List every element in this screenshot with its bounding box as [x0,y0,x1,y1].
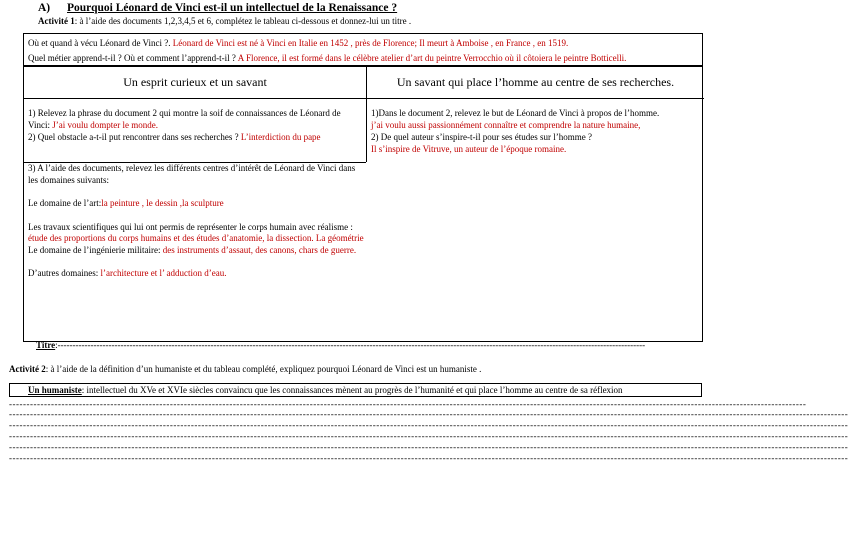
title-dots: :---------------------------------------------------------------------------------------------------------------------------------------------------------------------------------------------------- [55,340,646,350]
science-answer: étude des proportions du corps humains et des études d’anatomie, la dissection. La géométrie [28,233,364,243]
answer-line: ------------------------------------------------------------------------------------------------------------------------------------------------------------------------------------------------------------------------------------------------ [9,420,848,430]
table-header-divider [24,98,704,99]
column-title-left: Un esprit curieux et un savant [123,75,267,89]
other-answer: l’architecture et l’ adduction d’eau. [100,268,227,278]
activity-2-label: Activité 2 [9,364,46,374]
engineering-answer: des instruments d’assaut, des canons, chars de guerre. [162,244,357,255]
interests-question: 3) A l’aide des documents, relevez les différents centres d’intérêt de Léonard de Vinci dans les domaines suivants: [28,163,356,185]
definition-text: : intellectuel du XVe et XVIe siècles convaincu que les connaissances mènent au progrès de l’humanité et qui place l’homme au centre de sa réflexion [81,385,623,395]
activity-1-label: Activité 1 [38,16,75,26]
left-answer-1: J’ai voulu dompter le monde. [52,120,158,130]
right-question-1: 1)Dans le document 2, relevez le but de Léonard de Vinci à propos de l’homme. [371,108,660,118]
right-answer-1: j’ai voulu aussi passionnément connaître et comprendre la nature humaine, [371,120,641,130]
intro-answer-1: Léonard de Vinci est né à Vinci en Italie en 1452 , près de Florence; Il meurt à Amboise , en France , en 1519. [172,38,569,48]
intro-box [23,33,703,66]
interests-section [28,163,364,280]
title-line [36,340,706,350]
activity-1-text: : à l’aide des documents 1,2,3,4,5 et 6, complétez le tableau ci-dessous et donnez-lui un titre . [74,16,412,26]
intro-question-1: Où et quand à vécu Léonard de Vinci ?. [28,38,171,48]
right-question-2: 2) De quel auteur s’inspire-t-il pour ses études sur l’homme ? [371,132,592,142]
title-label: Titre [36,340,56,350]
other-label: D’autres domaines: [28,268,99,278]
science-line [28,222,364,245]
art-answer: la peinture , le dessin ,la sculpture [101,198,224,208]
right-cell [371,107,701,155]
engineering-line [28,245,364,257]
answer-line: ------------------------------------------------------------------------------------------------------------------------------------------------------------------------------------------------------------------------------------ [9,399,807,409]
left-cell-q2 [28,131,362,143]
intro-question-2: Quel métier apprend-t-il ? Où et comment l’apprend-t-il ? [28,53,236,63]
activity-1-instructions [38,16,411,26]
engineering-label: Le domaine de l’ingénierie militaire: [28,244,161,255]
section-heading [38,2,397,14]
section-title: Pourquoi Léonard de Vinci est-il un intellectuel de la Renaissance ? [67,2,398,14]
science-label: Les travaux scientifiques qui lui ont permis de représenter le corps humain avec réalisme : [28,221,353,232]
left-cell [28,107,362,143]
answer-line: ------------------------------------------------------------------------------------------------------------------------------------------------------------------------------------------------------------------------------------------------ [9,453,848,463]
left-question-1: 1) Relevez la phrase du document 2 qui montre la soif de connaissances de Léonard de Vinci: [28,108,341,130]
intro-line-1 [28,36,698,51]
intro-line-2 [28,51,698,66]
activity-2-instructions [9,364,481,374]
answer-line: ------------------------------------------------------------------------------------------------------------------------------------------------------------------------------------------------------------------------------------------------ [9,431,848,441]
intro-answer-2: A Florence, il est formé dans le célèbre atelier d’art du peintre Verrocchio où il côtoiera le peintre Botticelli. [237,53,627,63]
section-letter: A) [38,2,51,14]
answer-line: ------------------------------------------------------------------------------------------------------------------------------------------------------------------------------------------------------------------------------------------------ [9,442,848,452]
definition-term: Un humaniste [28,385,82,395]
column-title-right: Un savant qui place l’homme au centre de ses recherches. [396,75,675,89]
left-question-2: 2) Quel obstacle a-t-il put rencontrer dans ses recherches ? [28,132,239,142]
art-line [28,198,364,210]
worksheet-table [23,66,703,342]
other-line [28,268,364,280]
right-answer-2: Il s’inspire de Vitruve, un auteur de l’époque romaine. [371,144,567,154]
activity-2-text: : à l’aide de la définition d’un humaniste et du tableau complété, expliquez pourquoi Léonard de Vinci est un humaniste . [45,364,482,374]
left-answer-2: L’interdiction du pape [240,132,321,142]
definition-box [9,383,702,397]
answer-line: ------------------------------------------------------------------------------------------------------------------------------------------------------------------------------------------------------------------------------------------------ [9,409,848,419]
left-cell-q1 [28,107,362,131]
art-label: Le domaine de l’art: [28,198,102,208]
